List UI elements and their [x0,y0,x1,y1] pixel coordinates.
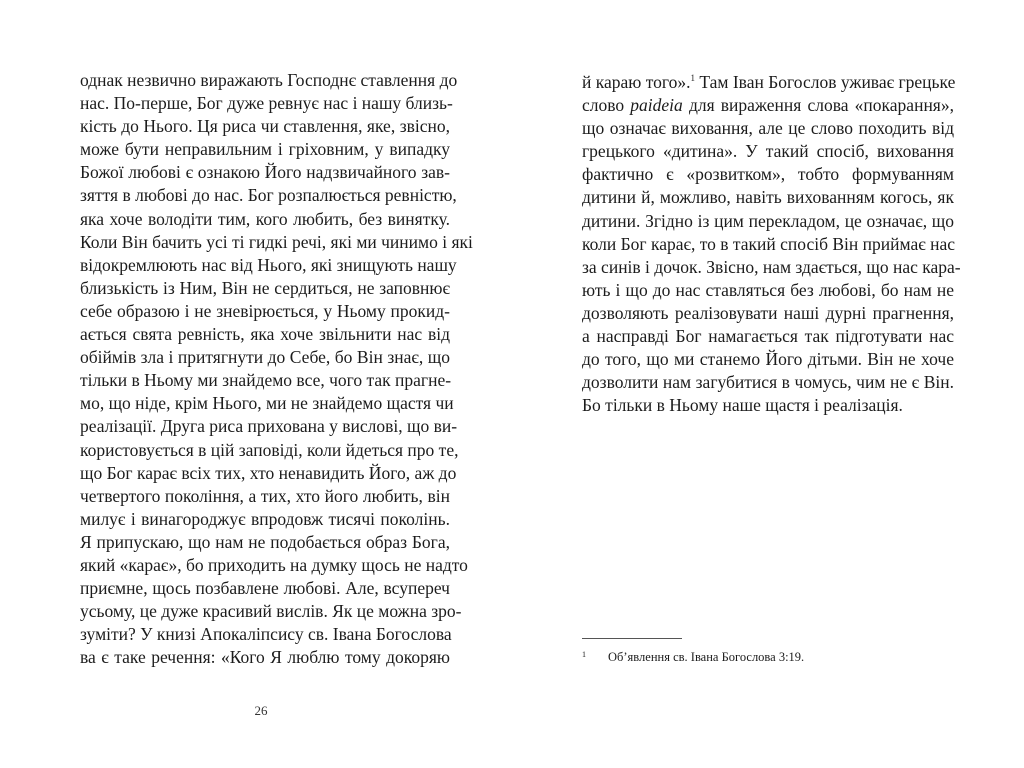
text-line: дитини. Згідно із цим перекладом, це означає, що [582,210,954,231]
text-line: реалізації. Друга риса прихована у вислові, що ви- [80,416,458,437]
text-line: Бо тільки в Ньому наше щастя і реалізація. [582,395,903,416]
text-line: дитини й, можливо, навіть вихованням когось, як [582,187,954,208]
text-line: приємне, щось позбавлене любові. Але, всупереч [80,578,450,599]
text-line: дозволити нам загубитися в чомусь, чим не є Він. [582,372,954,393]
text-fragment: Там Іван Богослов уживає грецьке [695,72,956,92]
text-line: до того, що ми станемо Його дітьми. Він не хоче [582,349,954,370]
text-line: Коли Він бачить усі ті гидкі речі, які ми чинимо і які [80,231,473,252]
text-line: який «карає», бо приходить на думку щось не надто [80,554,468,575]
text-fragment: й караю того». [582,72,691,92]
text-line: Я припускаю, що нам не подобається образ Бога, [80,531,450,552]
right-page-body [582,71,961,417]
text-line: відокремлюють нас від Нього, які знищують нашу [80,254,457,275]
footnote-divider [582,638,682,639]
text-line: коли Бог карає, то в такий спосіб Він приймає нас [582,233,956,254]
footnote [582,647,954,665]
text-line: однак незвично виражають Господнє ставлення до [80,70,458,90]
text-line: ва є таке речення: «Кого Я люблю тому докоряю [80,647,450,668]
text-line: зуміти? У книзі Апокаліпсису св. Івана Богослова [80,624,452,645]
right-page [512,0,1024,768]
italic-term: paideia [630,95,683,116]
text-line: четвертого покоління, а тих, хто його любить, він [80,485,450,506]
text-line: нас. По-перше, Бог дуже ревнує нас і нашу близь- [80,93,453,114]
text-line: ається свята ревність, яка хоче звільнити нас від [80,324,450,345]
left-page-body [80,69,473,669]
text-line [582,71,954,94]
text-line: усьому, це дуже красивий вислів. Як це можна зро- [80,601,462,622]
text-line: кість до Нього. Ця риса чи ставлення, яке, звісно, [80,116,450,137]
page-number: 26 [254,703,268,718]
footnote-mark: 1 [582,650,586,659]
text-fragment: для вираження слова «покарання», [682,95,954,116]
text-line: користовується в цій заповіді, коли йдеться про те, [80,439,459,460]
text-line: обіймів зла і притягнути до Себе, бо Він знає, що [80,347,450,368]
text-line: близькість із Ним, Він не сердиться, не заповнює [80,277,450,298]
text-line: дозволяють реалізовувати наші дурні прагнення, [582,302,954,323]
text-line: грецького «дитина». У такий спосіб, виховання [582,141,954,162]
text-line: ють і що до нас ставляться без любові, бо нам не [582,279,954,300]
text-fragment: слово [582,95,631,116]
text-line [582,94,954,117]
text-line: Божої любові є ознакою Його надзвичайного зав- [80,162,450,183]
text-line: а насправді Бог намагається так підготувати нас [582,326,954,347]
text-line: себе образою і не зневірюється, у Ньому прокид- [80,300,450,321]
text-line: за синів і дочок. Звісно, нам здається, що нас кара- [582,256,961,277]
footnote-reference[interactable]: 1 [690,73,695,83]
text-line: яка хоче володіти тим, кого любить, без винятку. [80,208,450,229]
text-line: милує і винагороджує впродовж тисячі поколінь. [80,508,450,529]
text-line: тільки в Ньому ми знайдемо все, чого так прагне- [80,370,452,391]
footnote-text: Об’явлення св. Івана Богослова 3:19. [608,650,805,664]
text-line: може бути неправильним і гріховним, у випадку [80,139,450,160]
text-line: що означає виховання, але це слово походить від [582,118,954,139]
text-line: зяття в любові до нас. Бог розпалюється ревністю, [80,185,457,206]
text-line: мо, що ніде, крім Нього, ми не знайдемо щастя чи [80,393,454,414]
text-line: що Бог карає всіх тих, хто ненавидить Його, аж до [80,462,457,483]
text-line: фактично є «розвитком», тобто формуванням [582,164,954,185]
